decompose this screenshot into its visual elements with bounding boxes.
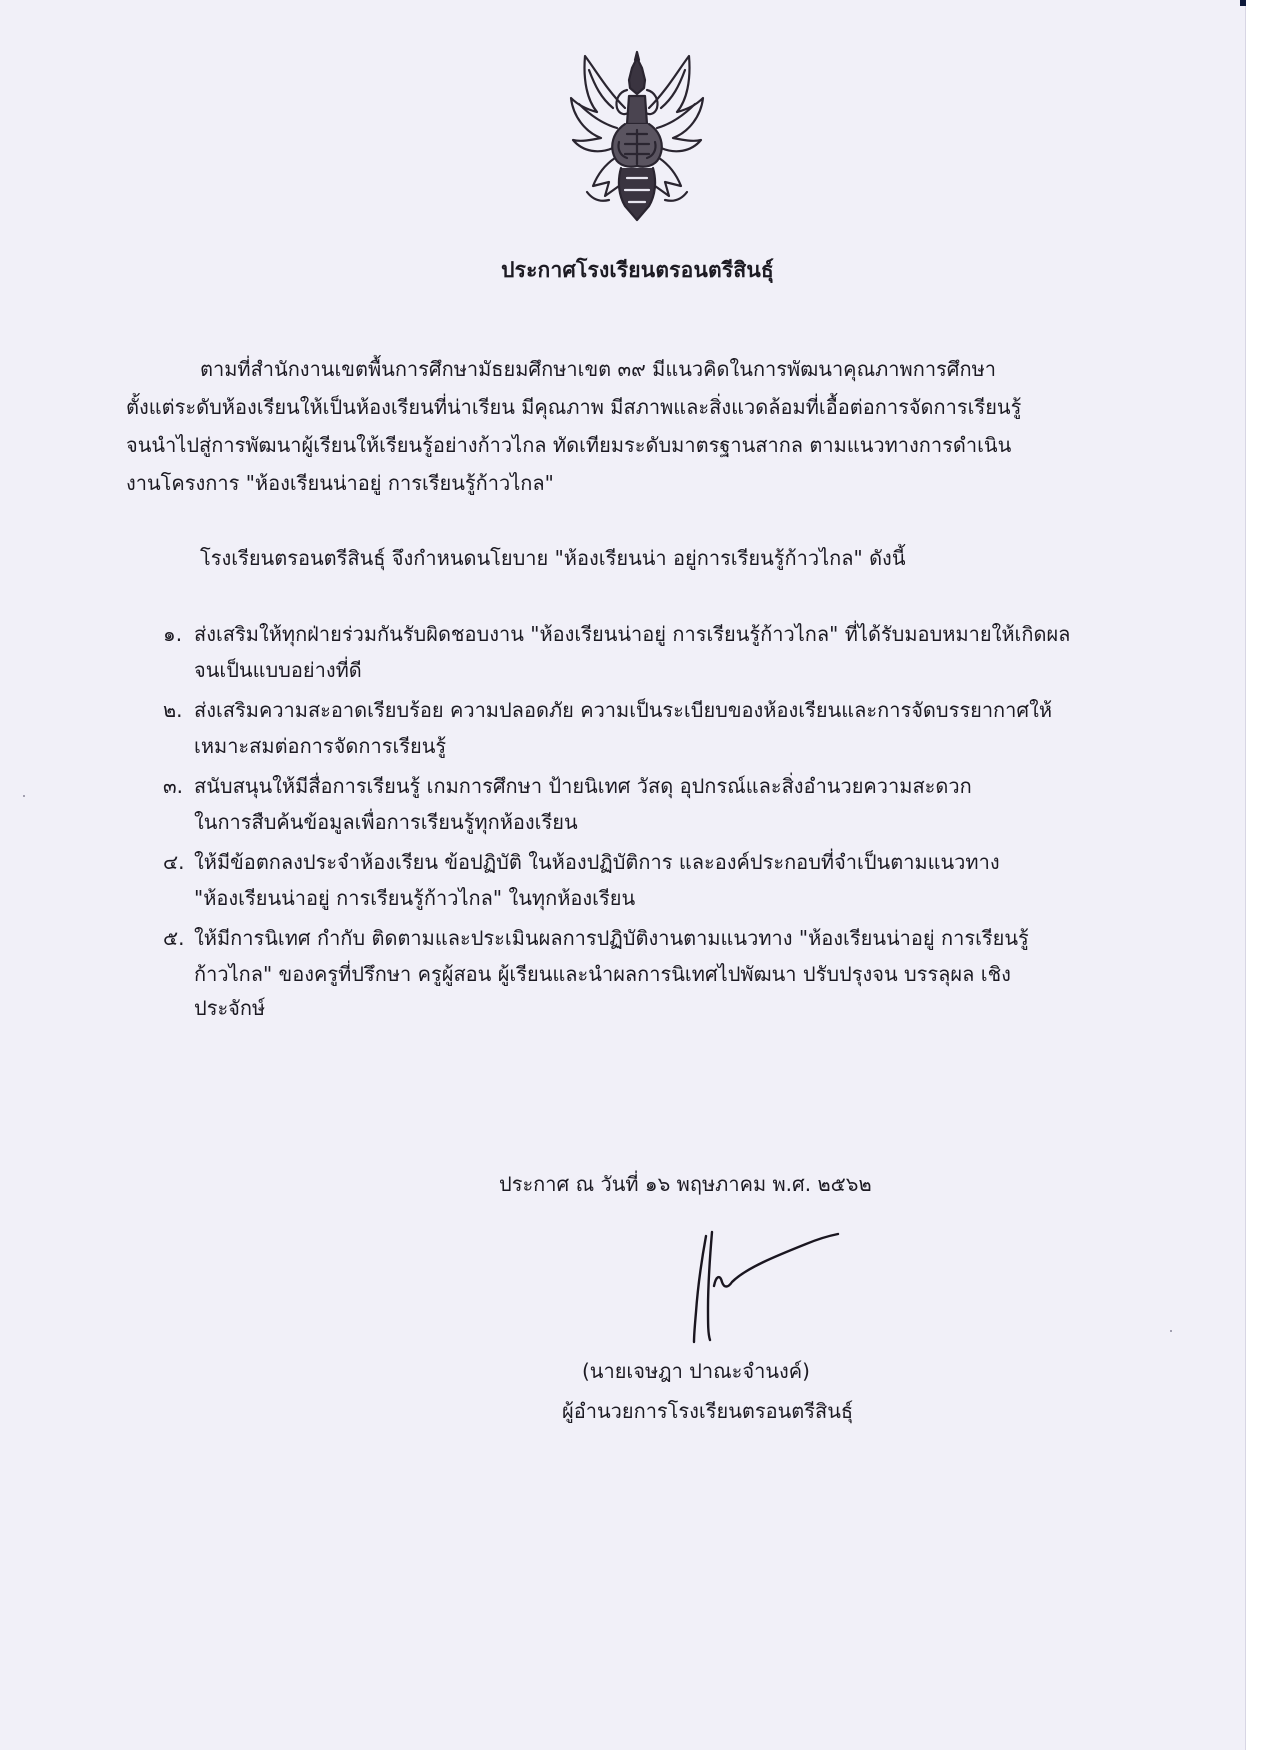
intro-line-2: ตั้งแต่ระดับห้องเรียนให้เป็นห้องเรียนที่น่าเรียน มีคุณภาพ มีสภาพและสิ่งแวดล้อมที่เอื้อต่อการจัดการเรียนรู้ <box>126 395 1022 419</box>
item-1-line-1: ส่งเสริมให้ทุกฝ่ายร่วมกันรับผิดชอบงาน "ห้องเรียนน่าอยู่ การเรียนรู้ก้าวไกล" ที่ได้รับมอบหมายให้เกิดผล <box>194 622 1071 646</box>
document-title: ประกาศโรงเรียนตรอนตรีสินธุ์ <box>501 258 774 282</box>
item-5-line-1: ให้มีการนิเทศ กำกับ ติดตามและประเมินผลการปฏิบัติงานตามแนวทาง "ห้องเรียนน่าอยู่ การเรียนรู้ <box>194 926 1029 950</box>
item-number-2: ๒. <box>163 698 183 722</box>
scan-speck <box>23 795 25 797</box>
scan-speck <box>1170 1330 1172 1332</box>
intro-line-4: งานโครงการ "ห้องเรียนน่าอยู่ การเรียนรู้ก้าวไกล" <box>126 471 554 495</box>
garuda-emblem-icon <box>557 50 717 225</box>
item-2-line-1: ส่งเสริมความสะอาดเรียบร้อย ความปลอดภัย ความเป็นระเบียบของห้องเรียนและการจัดบรรยากาศให้ <box>194 698 1053 722</box>
item-3-line-1: สนับสนุนให้มีสื่อการเรียนรู้ เกมการศึกษา ป้ายนิเทศ วัสดุ อุปกรณ์และสิ่งอำนวยความสะดวก <box>194 774 972 798</box>
item-number-1: ๑. <box>163 622 183 646</box>
item-5-line-2: ก้าวไกล" ของครูที่ปรึกษา ครูผู้สอน ผู้เรียนและนำผลการนิเทศไปพัฒนา ปรับปรุงจน บรรลุผล เชิง <box>194 962 1011 986</box>
item-1-line-2: จนเป็นแบบอย่างที่ดี <box>194 658 362 682</box>
item-number-3: ๓. <box>163 774 184 798</box>
signatory-title: ผู้อำนวยการโรงเรียนตรอนตรีสินธุ์ <box>562 1399 854 1423</box>
signatory-name: (นายเจษฎา ปาณะจำนงค์) <box>582 1359 810 1383</box>
item-2-line-2: เหมาะสมต่อการจัดการเรียนรู้ <box>194 734 447 758</box>
scan-margin <box>1246 0 1275 1750</box>
policy-statement: โรงเรียนตรอนตรีสินธุ์ จึงกำหนดนโยบาย "ห้องเรียนน่า อยู่การเรียนรู้ก้าวไกล" ดังนี้ <box>200 546 906 570</box>
item-number-5: ๕. <box>163 926 185 950</box>
item-4-line-2: "ห้องเรียนน่าอยู่ การเรียนรู้ก้าวไกล" ในทุกห้องเรียน <box>194 886 636 910</box>
item-5-line-3: ประจักษ์ <box>194 996 266 1020</box>
item-3-line-2: ในการสืบค้นข้อมูลเพื่อการเรียนรู้ทุกห้องเรียน <box>194 810 578 834</box>
handwritten-signature <box>676 1228 856 1348</box>
announcement-date: ประกาศ ณ วันที่ ๑๖ พฤษภาคม พ.ศ. ๒๕๖๒ <box>499 1172 872 1196</box>
item-number-4: ๔. <box>163 850 185 874</box>
intro-line-3: จนนำไปสู่การพัฒนาผู้เรียนให้เรียนรู้อย่างก้าวไกล ทัดเทียมระดับมาตรฐานสากล ตามแนวทางการดำเนิน <box>126 433 1012 457</box>
item-4-line-1: ให้มีข้อตกลงประจำห้องเรียน ข้อปฏิบัติ ในห้องปฏิบัติการ และองค์ประกอบที่จำเป็นตามแนวทาง <box>194 850 1000 874</box>
intro-line-1: ตามที่สำนักงานเขตพื้นการศึกษามัธยมศึกษาเขต ๓๙ มีแนวคิดในการพัฒนาคุณภาพการศึกษา <box>200 357 997 381</box>
